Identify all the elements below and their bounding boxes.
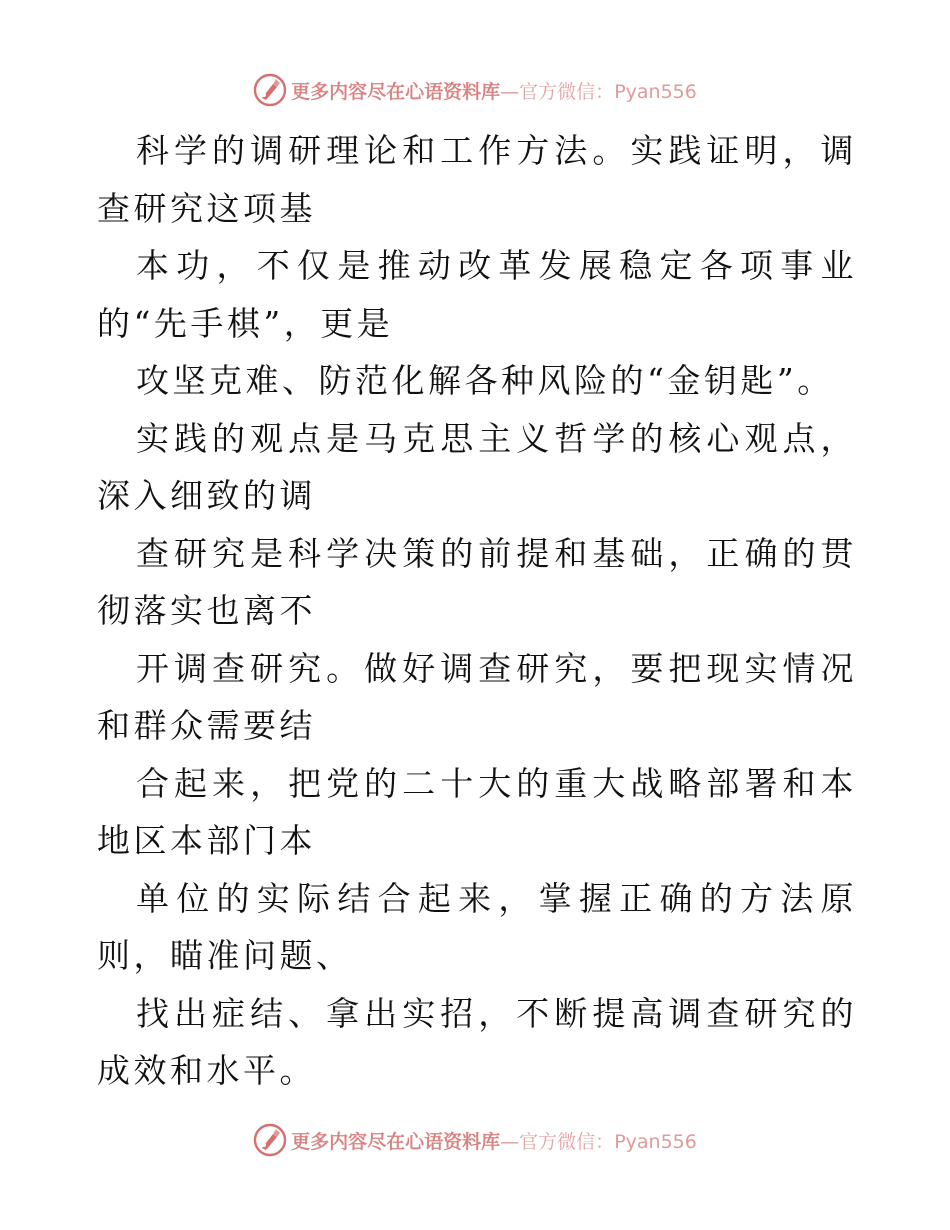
header-watermark: [0, 70, 950, 110]
watermark-handle: Pyan556: [614, 80, 697, 103]
paragraph: 合起来，把党的二十大的重大战略部署和本地区本部门本: [97, 763, 857, 860]
paragraph: 查研究是科学决策的前提和基础，正确的贯彻落实也离不: [97, 533, 857, 630]
paragraph: 科学的调研理论和工作方法。实践证明，调查研究这项基: [97, 131, 857, 228]
watermark-label: 官方微信：: [519, 1130, 615, 1153]
watermark-dash: —: [500, 80, 520, 103]
paragraph: 开调查研究。做好调查研究，要把现实情况和群众需要结: [97, 648, 857, 745]
paragraph: 找出症结、拿出实招，不断提高调查研究的成效和水平。: [97, 993, 857, 1090]
watermark-brand: 更多内容尽在心语资料库: [291, 80, 501, 103]
pen-nib-seal-icon: [253, 1123, 287, 1157]
paragraph: 本功，不仅是推动改革发展稳定各项事业的“先手棋”，更是: [97, 246, 857, 343]
pen-nib-seal-icon: [253, 73, 287, 107]
watermark-text: [291, 1127, 697, 1154]
paragraph: 攻坚克难、防范化解各种风险的“金钥匙”。: [136, 361, 834, 400]
paragraph: 实践的观点是马克思主义哲学的核心观点，深入细致的调: [97, 418, 857, 515]
watermark-handle: Pyan556: [614, 1130, 697, 1153]
paragraph: 单位的实际结合起来，掌握正确的方法原则，瞄准问题、: [97, 878, 857, 975]
document-body: [97, 122, 857, 1100]
footer-watermark: [0, 1120, 950, 1160]
watermark-dash: —: [500, 1130, 520, 1153]
watermark-brand: 更多内容尽在心语资料库: [291, 1130, 501, 1153]
watermark-text: [291, 77, 697, 104]
watermark-label: 官方微信：: [519, 80, 615, 103]
